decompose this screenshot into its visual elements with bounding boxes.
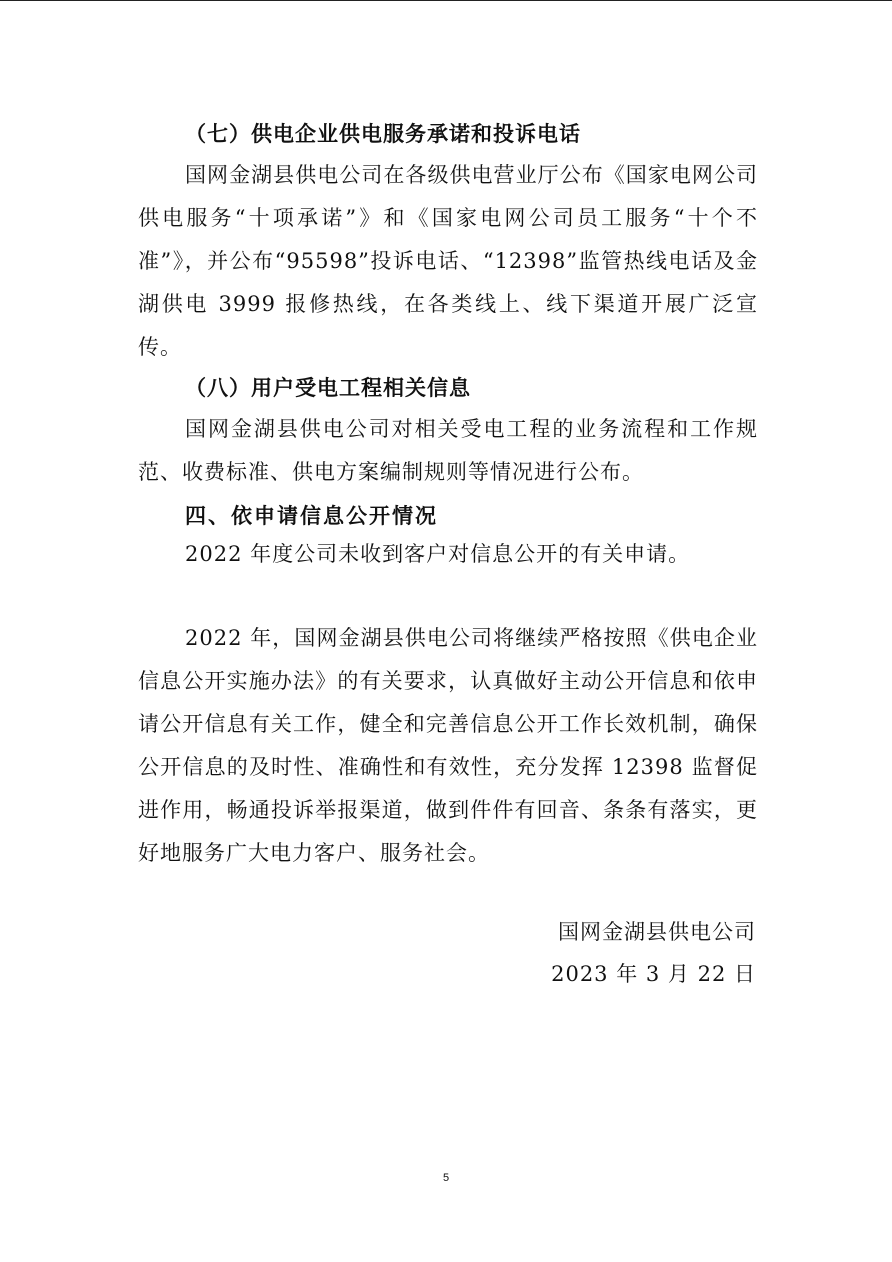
subsection-heading-8: （八）用户受电工程相关信息 bbox=[185, 375, 471, 400]
paragraph-4: 2022 年度公司未收到客户对信息公开的有关申请。 bbox=[185, 542, 691, 566]
signature-date: 2023 年 3 月 22 日 bbox=[551, 962, 756, 986]
paragraph-7: 国网金湖县供电公司在各级供电营业厅公布《国家电网公司供电服务“十项承诺”》和《国家电网公司员工服务“十个不准”》，并公布“95598”投诉电话、“12398”监管热线电话及金湖供电 3999 报修热线，在各类线上、线下渠道开展广泛宣传。 bbox=[138, 163, 758, 359]
top-border-line bbox=[0, 0, 892, 1]
signature-organization: 国网金湖县供电公司 bbox=[558, 920, 756, 944]
section-heading-4: 四、依申请信息公开情况 bbox=[185, 504, 438, 528]
closing-paragraph: 2022 年，国网金湖县供电公司将继续严格按照《供电企业信息公开实施办法》的有关要求，认真做好主动公开信息和依申请公开信息有关工作，健全和完善信息公开工作长效机制，确保公开信息的及时性、准确性和有效性，充分发挥 12398 监督促进作用，畅通投诉举报渠道，做到件件有回音、条条有落实，更好地服务广大电力客户、服务社会。 bbox=[138, 626, 758, 865]
subsection-heading-7: （七）供电企业供电服务承诺和投诉电话 bbox=[185, 121, 581, 146]
page-number: 5 bbox=[442, 1172, 450, 1184]
paragraph-8: 国网金湖县供电公司对相关受电工程的业务流程和工作规范、收费标准、供电方案编制规则等情况进行公布。 bbox=[138, 417, 758, 484]
